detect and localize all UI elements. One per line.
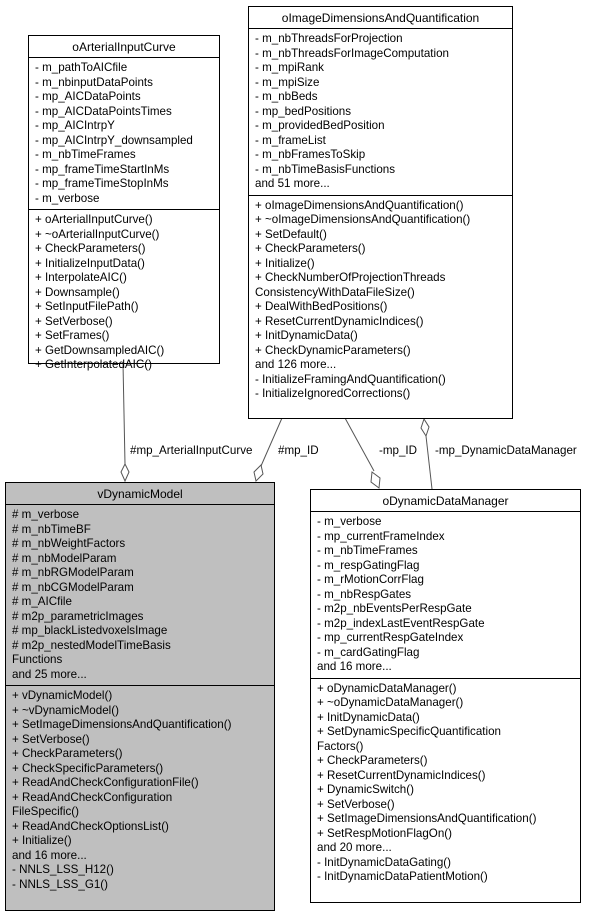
attribute-entry: # m_nbWeightFactors	[12, 537, 126, 550]
method-entry: + ReadAndCheckOptionsList()	[12, 819, 169, 833]
attribute-entry: # m2p_parametricImages	[12, 609, 144, 623]
method-entry: + SetVerbose()	[12, 732, 90, 746]
attribute-entry: - m_providedBedPosition	[255, 119, 385, 132]
method-entry: + oImageDimensionsAndQuantification()	[255, 198, 464, 212]
attribute-entry: - mp_AICIntrpY	[35, 119, 115, 132]
method-entry: + DynamicSwitch()	[317, 783, 414, 796]
ddm-imagedims-edge-diamond	[421, 419, 429, 436]
method-entry: + oDynamicDataManager()	[317, 681, 457, 695]
class-box-vdynamic-model	[5, 482, 275, 911]
method-entry: + SetVerbose()	[35, 314, 113, 328]
method-entry: + InterpolateAIC()	[35, 271, 127, 284]
attribute-entry: and 16 more...	[317, 660, 392, 673]
method-entry: + ResetCurrentDynamicIndices()	[255, 314, 424, 328]
method-entry: + InitDynamicData()	[317, 710, 420, 724]
attribute-entry: - m_nbBeds	[255, 90, 318, 103]
attribute-entry: - mp_currentFrameIndex	[317, 529, 445, 543]
attribute-entry: Functions	[12, 653, 63, 666]
attributes-section	[29, 58, 219, 209]
attribute-entry: - m_nbThreadsForProjection	[255, 32, 403, 45]
attribute-entry: - m_nbRespGates	[317, 587, 412, 601]
ddm-imagedims-edge-label: -mp_DynamicDataManager	[435, 444, 577, 457]
imagedims-vdm-edge-line	[261, 418, 282, 466]
class-title: oDynamicDataManager	[311, 490, 580, 512]
class-title: oImageDimensionsAndQuantification	[249, 7, 512, 29]
attribute-entry: - m_respGatingFlag	[317, 558, 420, 572]
class-box-image-dimensions	[248, 6, 513, 419]
attribute-entry: - m_mpiRank	[255, 61, 324, 74]
method-entry: + CheckParameters()	[12, 747, 123, 760]
method-entry: + SetFrames()	[35, 329, 110, 342]
attributes-section	[249, 29, 512, 195]
method-entry: + ~vDynamicModel()	[12, 703, 119, 717]
attribute-entry: - m_mpiSize	[255, 75, 320, 89]
method-entry: - NNLS_LSS_G1()	[12, 877, 109, 891]
method-entry: FileSpecific()	[12, 805, 79, 818]
methods-section	[311, 678, 580, 888]
method-entry: + ReadAndCheckConfiguration	[12, 790, 173, 804]
attribute-entry: # mp_blackListedvoxelsImage	[12, 624, 168, 637]
method-entry: + ResetCurrentDynamicIndices()	[317, 768, 486, 782]
aic-edge-line	[123, 363, 125, 464]
aic-edge-label: #mp_ArterialInputCurve	[130, 444, 253, 457]
imagedims-vdm-edge-diamond	[254, 465, 263, 481]
method-entry: + oArterialInputCurve()	[35, 213, 153, 226]
method-entry: + CheckParameters()	[255, 242, 366, 255]
method-entry: - InitDynamicDataGating()	[317, 855, 452, 869]
method-entry: + ~oDynamicDataManager()	[317, 696, 464, 709]
attribute-entry: and 25 more...	[12, 667, 87, 681]
method-entry: and 20 more...	[317, 841, 392, 854]
attribute-entry: - m_rMotionCorrFlag	[317, 573, 424, 586]
attribute-entry: - mp_frameTimeStartInMs	[35, 162, 170, 176]
methods-section	[29, 209, 219, 376]
attribute-entry: - mp_AICIntrpY_downsampled	[35, 133, 193, 147]
method-entry: - InitDynamicDataPatientMotion()	[317, 870, 488, 883]
method-entry: + SetRespMotionFlagOn()	[317, 826, 452, 840]
method-entry: + ReadAndCheckConfigurationFile()	[12, 776, 199, 789]
attribute-entry: - m_nbTimeFrames	[317, 544, 418, 557]
methods-section	[6, 685, 274, 895]
attribute-entry: - m_nbinputDataPoints	[35, 75, 153, 89]
methods-section	[249, 195, 512, 405]
attribute-entry: - m_nbTimeFrames	[35, 148, 136, 161]
imagedims-vdm-edge-label: #mp_ID	[278, 444, 319, 457]
method-entry: + Downsample()	[35, 285, 120, 299]
method-entry: + vDynamicModel()	[12, 689, 113, 702]
imagedims-ddm-edge-line	[345, 418, 374, 471]
method-entry: + CheckNumberOfProjectionThreads	[255, 271, 446, 284]
attribute-entry: # m_nbTimeBF	[12, 522, 91, 536]
attribute-entry: - m_nbThreadsForImageComputation	[255, 46, 449, 60]
method-entry: Factors()	[317, 739, 364, 753]
attribute-entry: - m_pathToAICfile	[35, 61, 128, 74]
method-entry: + ~oImageDimensionsAndQuantification()	[255, 213, 471, 226]
attribute-entry: and 51 more...	[255, 177, 330, 190]
method-entry: + SetVerbose()	[317, 797, 395, 811]
attribute-entry: # m2p_nestedModelTimeBasis	[12, 638, 171, 652]
attribute-entry: - m_verbose	[35, 191, 100, 205]
method-entry: + SetImageDimensionsAndQuantification()	[317, 812, 537, 825]
imagedims-ddm-edge-label: -mp_ID	[379, 444, 418, 457]
method-entry: + CheckParameters()	[35, 242, 146, 255]
method-entry: + CheckDynamicParameters()	[255, 343, 411, 357]
class-box-arterial-input-curve	[28, 35, 220, 371]
attribute-entry: - m2p_indexLastEventRespGate	[317, 616, 485, 630]
method-entry: + SetDefault()	[255, 227, 327, 241]
attribute-entry: # m_verbose	[12, 508, 80, 521]
attribute-entry: # m_nbModelParam	[12, 551, 117, 565]
method-entry: and 16 more...	[12, 848, 87, 862]
attribute-entry: - m_nbTimeBasisFunctions	[255, 162, 396, 176]
attributes-section	[6, 505, 274, 685]
method-entry: + SetImageDimensionsAndQuantification()	[12, 718, 232, 731]
method-entry: + ~oArterialInputCurve()	[35, 227, 160, 241]
attribute-entry: - mp_AICDataPoints	[35, 90, 141, 103]
method-entry: and 126 more...	[255, 358, 337, 371]
method-entry: + CheckParameters()	[317, 754, 428, 767]
method-entry: - InitializeIgnoredCorrections()	[255, 387, 411, 400]
class-box-dynamic-data-manager	[310, 489, 581, 903]
ddm-imagedims-edge-line	[426, 436, 432, 489]
attribute-entry: # m_nbRGModelParam	[12, 566, 134, 579]
method-entry: + InitDynamicData()	[255, 329, 358, 342]
method-entry: + InitializeInputData()	[35, 256, 145, 270]
attributes-section	[311, 512, 580, 678]
method-entry: + SetDynamicSpecificQuantification	[317, 725, 501, 738]
attribute-entry: - mp_bedPositions	[255, 104, 352, 118]
attribute-entry: - m_nbFramesToSkip	[255, 148, 366, 161]
attribute-entry: - m_verbose	[317, 515, 382, 528]
attribute-entry: # m_nbCGModelParam	[12, 580, 134, 594]
attribute-entry: - mp_frameTimeStopInMs	[35, 177, 169, 190]
method-entry: + CheckSpecificParameters()	[12, 761, 164, 775]
class-title: oArterialInputCurve	[29, 36, 219, 58]
method-entry: + SetInputFilePath()	[35, 300, 139, 313]
method-entry: + Initialize()	[12, 834, 72, 847]
aic-edge-diamond	[121, 464, 129, 481]
attribute-entry: - m2p_nbEventsPerRespGate	[317, 602, 472, 615]
method-entry: + DealWithBedPositions()	[255, 300, 388, 313]
imagedims-ddm-edge-diamond	[371, 472, 380, 488]
method-entry: + GetDownsampledAIC()	[35, 343, 165, 357]
method-entry: ConsistencyWithDataFileSize()	[255, 285, 415, 299]
attribute-entry: # m_AICfile	[12, 595, 72, 608]
class-title: vDynamicModel	[6, 483, 274, 505]
attribute-entry: - mp_currentRespGateIndex	[317, 631, 464, 644]
attribute-entry: - mp_AICDataPointsTimes	[35, 104, 172, 118]
method-entry: - InitializeFramingAndQuantification()	[255, 372, 446, 386]
method-entry: + GetInterpolatedAIC()	[35, 358, 152, 371]
attribute-entry: - m_frameList	[255, 133, 326, 147]
attribute-entry: - m_cardGatingFlag	[317, 645, 420, 659]
method-entry: - NNLS_LSS_H12()	[12, 863, 114, 876]
method-entry: + Initialize()	[255, 256, 315, 270]
